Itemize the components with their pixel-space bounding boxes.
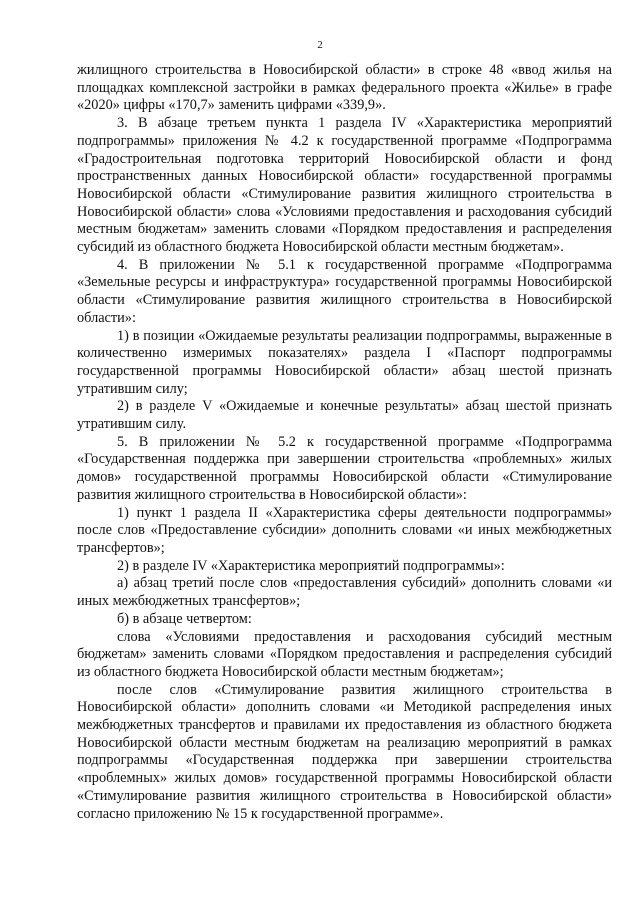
- paragraph-item-4-2: 2) в разделе V «Ожидаемые и конечные результаты» абзац шестой признать утратившим силу.: [77, 398, 612, 433]
- paragraph-continuation: жилищного строительства в Новосибирской области» в строке 48 «ввод жилья на площадках комплексной застройки в рамках федерального проекта «Жилье» в графе «2020» цифры «170,7» заменить цифрами «339,9».: [77, 62, 612, 114]
- paragraph-item-5: 5. В приложении № 5.2 к государственной программе «Подпрограмма «Государственная поддержка при завершении строительства «проблемных» жилых домов» государственной программы Новосибирской области «Стимулирование развития жилищного строительства в Новосибирской области»:: [77, 433, 612, 503]
- paragraph-item-5-2-b-after: после слов «Стимулирование развития жилищного строительства в Новосибирской области» дополнить словами «и Методикой распределения иных межбюджетных трансфертов и правилами их предоставления из областного бюджета Новосибирской области местным бюджетам на реализацию мероприятий в рамках подпрограммы «Государственная поддержка при завершении строительства «проблемных» жилых домов» государственной программы Новосибирской области «Стимулирование развития жилищного строительства в Новосибирской области» согласно приложению № 15 к государственной программе».: [77, 681, 612, 822]
- paragraph-item-4: 4. В приложении № 5.1 к государственной программе «Подпрограмма «Земельные ресурсы и инфраструктура» государственной программы Новосибирской области «Стимулирование развития жилищного строительства в Новосибирской области»:: [77, 256, 612, 326]
- paragraph-item-5-2: 2) в разделе IV «Характеристика мероприятий подпрограммы»:: [117, 557, 505, 574]
- paragraph-item-5-2-a: а) абзац третий после слов «предоставления субсидий» дополнить словами «и иных межбюджетных трансфертов»;: [77, 575, 612, 610]
- paragraph-item-3: 3. В абзаце третьем пункта 1 раздела IV «Характеристика мероприятий подпрограммы» приложения № 4.2 к государственной программе «Подпрограмма «Градостроительная подготовка территорий Новосибирской области и фонд пространственных данных Новосибирской области» государственной программы Новосибирской области «Стимулирование развития жилищного строительства в Новосибирской области» слова «Условиями предоставления и расходования субсидий местным бюджетам» заменить словами «Порядком предоставления и распределения субсидий из областного бюджета Новосибирской области местным бюджетам».: [77, 115, 612, 256]
- paragraph-item-5-1: 1) пункт 1 раздела II «Характеристика сферы деятельности подпрограммы» после слов «Предоставление субсидии» дополнить словами «и иных межбюджетных трансфертов»;: [77, 504, 612, 556]
- document-body: [77, 62, 612, 823]
- page-number: 2: [317, 39, 323, 51]
- paragraph-item-5-2-b-words: слова «Условиями предоставления и расходования субсидий местным бюджетам» заменить словами «Порядком предоставления и распределения субсидий из областного бюджета Новосибирской области местным бюджетам»;: [77, 628, 612, 680]
- paragraph-item-4-1: 1) в позиции «Ожидаемые результаты реализации подпрограммы, выраженные в количественно измеримых показателях» раздела I «Паспорт подпрограммы государственной программы Новосибирской области» абзац шестой признать утратившим силу;: [77, 327, 612, 397]
- paragraph-item-5-2-b: б) в абзаце четвертом:: [117, 610, 252, 627]
